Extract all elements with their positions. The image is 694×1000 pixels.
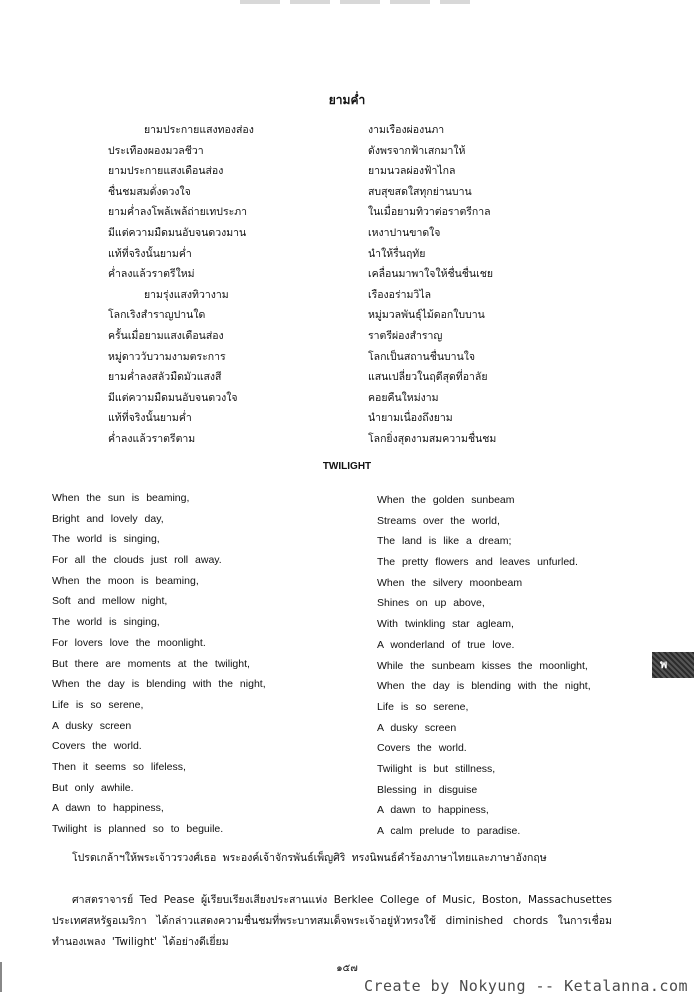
poem-line: But there are moments at the twilight,	[52, 657, 250, 670]
poem-line: Blessing in disguise	[377, 783, 478, 796]
poem-line: โลกเริงสำราญปานใด	[108, 309, 206, 322]
description-paragraph: โปรดเกล้าฯให้พระเจ้าวรวงศ์เธอ พระองค์เจ้าจักรพันธ์เพ็ญศิริ ทรงนิพนธ์คำร้องภาษาไทยและภาษาอังกฤษ	[72, 852, 547, 864]
poem-line: ประเทืองผองมวลชีวา	[108, 144, 204, 157]
description-paragraph: ศาสตราจารย์ Ted Pease ผู้เรียบเรียงเสียงประสานแห่ง Berklee College of Music, Boston, Massachusettes ประเทศสหรัฐอเมริกา ได้กล่าวแสดงความชื่นชมที่พระบาทสมเด็จพระเจ้าอยู่หัวทรงใช้ diminished chords ในการเชื่อมทำนองเพลง 'Twilight' ได้อย่างดีเยี่ยม	[52, 894, 612, 948]
poem-line: For all the clouds just roll away.	[52, 554, 222, 567]
poem-line: มีแต่ความมืดมนอับจนดวงใจ	[108, 391, 238, 404]
poem-line: งามเรืองผ่องนภา	[368, 124, 445, 136]
poem-line: มีแต่ความมืดมนอับจนดวงมาน	[108, 226, 247, 239]
poem-line: ยามนวลผ่องฟ้าไกล	[368, 165, 456, 178]
poem-line: แสนเปลี่ยวในฤดีสุดที่อาลัย	[368, 371, 488, 384]
thai-poem-left-column	[108, 120, 348, 450]
poem-line: นำให้รื่นฤทัย	[368, 247, 426, 260]
poem-line: A calm prelude to paradise.	[377, 825, 521, 837]
english-poem-left-column	[52, 488, 352, 840]
poem-line: When the sun is beaming,	[52, 492, 190, 504]
poem-line: ชื่นชมสมดั่งดวงใจ	[108, 185, 191, 198]
poem-line: คอยคืนใหม่งาม	[368, 391, 439, 404]
poem-line: สบสุขสดใสทุกย่านบาน	[368, 185, 472, 198]
poem-line: The world is singing,	[52, 616, 160, 629]
poem-line: Twilight is but stillness,	[377, 762, 496, 775]
poem-line: When the silvery moonbeam	[377, 576, 523, 589]
poem-line: When the golden sunbeam	[377, 494, 515, 506]
poem-line: ราตรีผ่องสำราญ	[368, 329, 443, 342]
poem-line: หมู่ดาววับวามงามตระการ	[108, 350, 226, 363]
poem-line: ยามประกายแสงเดือนส่อง	[108, 165, 224, 178]
poem-line: The world is singing,	[52, 533, 160, 546]
poem-line: ยามประกายแสงทองส่อง	[144, 124, 254, 136]
poem-line: A dawn to happiness,	[52, 802, 164, 815]
poem-line: Then it seems so lifeless,	[52, 760, 186, 773]
poem-line: Streams over the world,	[377, 514, 500, 527]
english-poem-right-column	[377, 490, 637, 842]
poem-line: โลกเป็นสถานชื่นบานใจ	[368, 350, 476, 363]
english-poem-title: TWILIGHT	[322, 461, 372, 472]
poem-line: ครั้นเมื่อยามแสงเดือนส่อง	[108, 329, 224, 342]
poem-line: Twilight is planned so to beguile.	[52, 823, 224, 835]
poem-line: Soft and mellow night,	[52, 595, 168, 608]
scan-top-mark	[240, 0, 470, 4]
poem-line: หมู่มวลพันธุ์ไม้ดอกใบบาน	[368, 309, 485, 322]
poem-line: ในเมื่อยามทิวาต่อราตรีกาล	[368, 206, 491, 219]
poem-line: นำยามเนื่องถึงยาม	[368, 412, 453, 425]
poem-line: ค่ำลงแล้วราตรีตาม	[108, 432, 196, 445]
poem-line: แท้ที่จริงนั้นยามค่ำ	[108, 247, 192, 260]
poem-line: When the moon is beaming,	[52, 574, 199, 587]
poem-line: Life is so serene,	[52, 698, 144, 711]
page-number: ๑๕๗	[336, 963, 358, 974]
poem-line: When the day is blending with the night,	[377, 680, 591, 693]
poem-line: The pretty flowers and leaves unfurled.	[377, 556, 578, 569]
thai-poem-right-column	[368, 120, 598, 450]
poem-line: The land is like a dream;	[377, 535, 512, 548]
poem-line: ค่ำลงแล้วราตรีใหม่	[108, 268, 195, 281]
poem-line: ยามค่ำลงสลัวมืดมัวแสงสี	[108, 371, 222, 384]
poem-line: A dawn to happiness,	[377, 804, 489, 817]
poem-line: เรืองอร่ามวิไล	[368, 288, 432, 301]
credit-watermark: Create by Nokyung -- Ketalanna.com	[363, 977, 688, 995]
poem-line: Covers the world.	[377, 742, 467, 755]
poem-line: ยามค่ำลงโพล้เพล้ถ่ายเทประภา	[108, 206, 248, 219]
poem-line: เคลื่อนมาพาใจให้ชื่นชื่นเชย	[368, 268, 493, 281]
poem-line: When the day is blending with the night,	[52, 678, 266, 691]
poem-line: Shines on up above,	[377, 597, 485, 610]
thai-poem-title: ยามค่ำ	[328, 93, 366, 107]
chapter-tab: พ	[652, 652, 694, 678]
poem-line: เหงาปานขาดใจ	[368, 226, 441, 239]
poem-line: A wonderland of true love.	[377, 638, 515, 651]
scan-edge-mark	[0, 962, 2, 992]
poem-line: With twinkling star agleam,	[377, 618, 514, 631]
poem-line: A dusky screen	[377, 721, 457, 734]
poem-line: โลกยิ่งสุดงามสมความชื่นชม	[368, 432, 497, 445]
poem-line: ยามรุ่งแสงทิวางาม	[144, 288, 229, 301]
poem-line: A dusky screen	[52, 719, 132, 732]
poem-line: While the sunbeam kisses the moonlight,	[377, 659, 588, 672]
poem-line: ดังพรจากฟ้าเสกมาให้	[368, 144, 466, 157]
poem-line: But only awhile.	[52, 781, 134, 794]
poem-line: แท้ที่จริงนั้นยามค่ำ	[108, 412, 192, 425]
poem-line: For lovers love the moonlight.	[52, 636, 206, 649]
poem-line: Covers the world.	[52, 740, 142, 753]
poem-line: Bright and lovely day,	[52, 512, 164, 525]
poem-line: Life is so serene,	[377, 700, 469, 713]
